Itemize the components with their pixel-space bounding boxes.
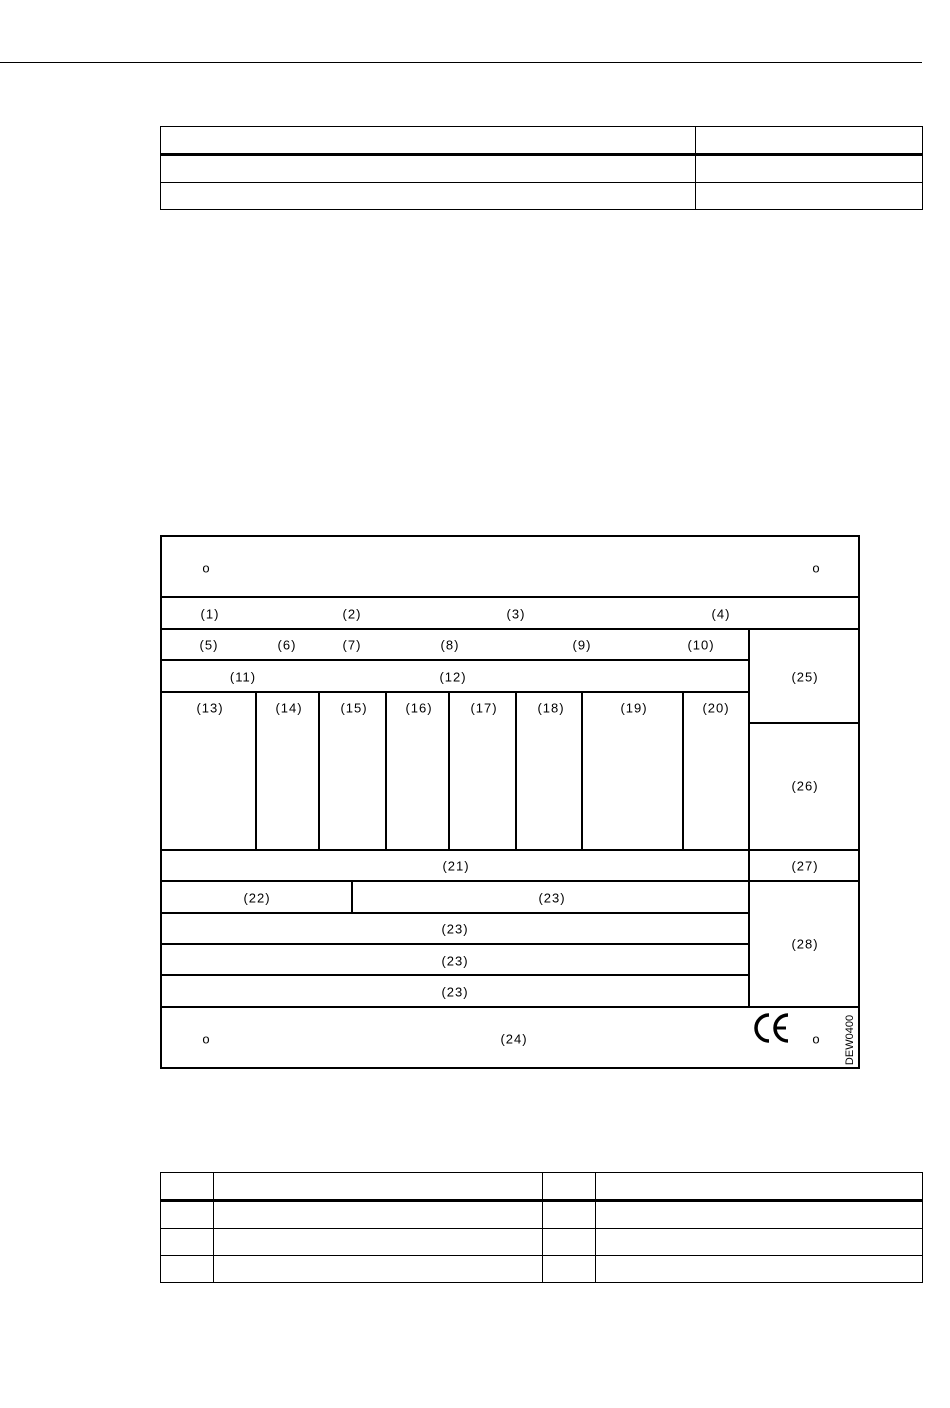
field-label-15: (15) <box>340 700 368 716</box>
rule <box>318 691 320 849</box>
field-label-23: (23) <box>441 984 469 1000</box>
nameplate-diagram <box>160 535 860 1069</box>
field-label-19: (19) <box>620 700 648 716</box>
rule <box>682 691 684 849</box>
field-label-21: (21) <box>442 858 470 874</box>
field-label-27: (27) <box>791 858 819 874</box>
field-label-4: (4) <box>711 606 731 622</box>
table-row <box>161 1201 923 1229</box>
field-label-26: (26) <box>791 778 819 794</box>
table-row <box>161 1256 923 1283</box>
field-label-18: (18) <box>537 700 565 716</box>
rule <box>162 596 858 598</box>
top-table <box>160 126 923 210</box>
rule <box>515 691 517 849</box>
rule <box>748 628 750 1006</box>
table-header-row <box>161 127 923 155</box>
rule <box>162 691 749 693</box>
field-label-3: (3) <box>506 606 526 622</box>
field-label-17: (17) <box>470 700 498 716</box>
rule <box>162 659 749 661</box>
field-label-13: (13) <box>196 700 224 716</box>
field-label-7: (7) <box>342 637 362 653</box>
field-label-25: (25) <box>791 669 819 685</box>
rule <box>162 880 858 882</box>
rule <box>162 974 749 976</box>
field-label-23: (23) <box>441 921 469 937</box>
rule <box>749 722 858 724</box>
mounting-hole: o <box>812 1031 820 1047</box>
rule <box>162 849 858 851</box>
rule <box>448 691 450 849</box>
field-label-12: (12) <box>439 669 467 685</box>
rule <box>581 691 583 849</box>
field-label-16: (16) <box>405 700 433 716</box>
field-label-11: (11) <box>229 669 257 685</box>
rule <box>162 943 749 945</box>
table-row <box>161 183 923 210</box>
field-label-23: (23) <box>538 890 566 906</box>
field-label-14: (14) <box>275 700 303 716</box>
ce-mark-icon <box>752 1009 792 1047</box>
field-label-8: (8) <box>440 637 460 653</box>
mounting-hole: o <box>202 560 210 576</box>
field-label-5: (5) <box>199 637 219 653</box>
field-label-6: (6) <box>277 637 297 653</box>
field-label-22: (22) <box>243 890 271 906</box>
table-header-row <box>161 1173 923 1201</box>
mounting-hole: o <box>812 560 820 576</box>
rule <box>162 912 749 914</box>
field-label-20: (20) <box>702 700 730 716</box>
rule <box>162 628 858 630</box>
rule <box>162 1006 858 1008</box>
field-label-28: (28) <box>791 936 819 952</box>
mounting-hole: o <box>202 1031 210 1047</box>
table-row <box>161 155 923 183</box>
field-label-2: (2) <box>342 606 362 622</box>
field-label-1: (1) <box>200 606 220 622</box>
rule <box>255 691 257 849</box>
field-label-23: (23) <box>441 953 469 969</box>
field-label-9: (9) <box>572 637 592 653</box>
header-rule <box>0 62 922 63</box>
field-label-24: (24) <box>500 1031 528 1047</box>
table-row <box>161 1229 923 1256</box>
rule <box>385 691 387 849</box>
field-label-10: (10) <box>687 637 715 653</box>
drawing-code: DEW0400 <box>844 1014 856 1066</box>
rule <box>351 880 353 912</box>
bottom-table <box>160 1172 923 1283</box>
